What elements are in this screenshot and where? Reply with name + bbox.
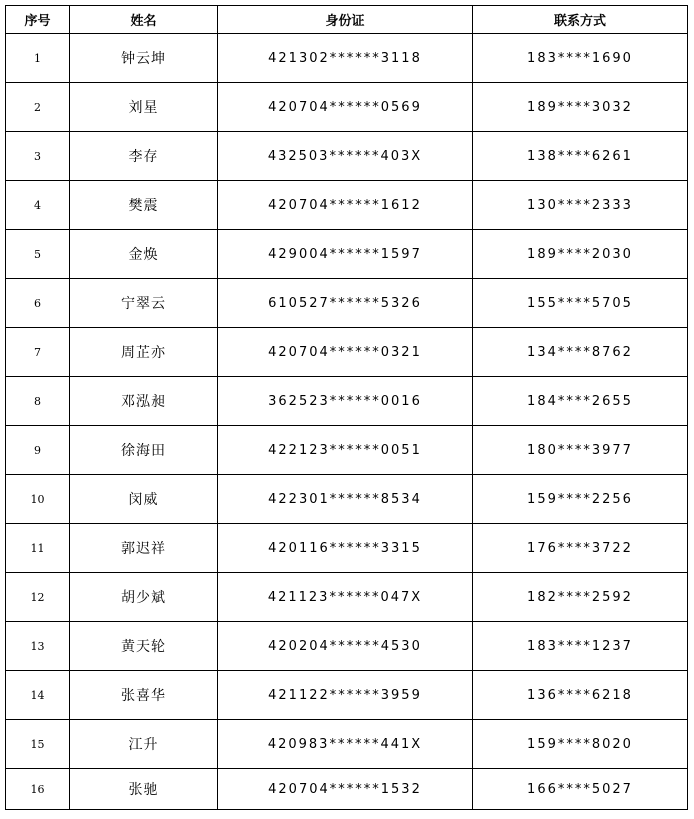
cell-id-card: 420204******4530 [218,622,473,671]
cell-contact: 159****8020 [473,720,688,769]
table-row [6,475,688,524]
cell-index: 1 [6,34,70,83]
table-row [6,83,688,132]
cell-name: 徐海田 [70,426,218,475]
cell-contact: 130****2333 [473,181,688,230]
cell-contact: 155****5705 [473,279,688,328]
cell-contact: 166****5027 [473,769,688,810]
cell-index: 2 [6,83,70,132]
cell-name: 张喜华 [70,671,218,720]
roster-table [5,5,688,810]
cell-index: 5 [6,230,70,279]
cell-contact: 189****3032 [473,83,688,132]
cell-contact: 183****1237 [473,622,688,671]
cell-name: 胡少斌 [70,573,218,622]
cell-id-card: 420116******3315 [218,524,473,573]
header-index: 序号 [6,6,70,34]
table-body [6,34,688,810]
cell-name: 金焕 [70,230,218,279]
cell-id-card: 362523******0016 [218,377,473,426]
table-row [6,230,688,279]
cell-id-card: 420704******0569 [218,83,473,132]
cell-id-card: 420704******0321 [218,328,473,377]
cell-contact: 183****1690 [473,34,688,83]
cell-index: 4 [6,181,70,230]
table-row [6,524,688,573]
cell-id-card: 421122******3959 [218,671,473,720]
cell-id-card: 420704******1532 [218,769,473,810]
cell-id-card: 422301******8534 [218,475,473,524]
cell-contact: 180****3977 [473,426,688,475]
cell-name: 黄天轮 [70,622,218,671]
cell-id-card: 420704******1612 [218,181,473,230]
table-row [6,328,688,377]
cell-index: 15 [6,720,70,769]
cell-contact: 134****8762 [473,328,688,377]
table-row [6,671,688,720]
header-name: 姓名 [70,6,218,34]
cell-name: 郭迟祥 [70,524,218,573]
cell-contact: 176****3722 [473,524,688,573]
cell-contact: 184****2655 [473,377,688,426]
cell-id-card: 422123******0051 [218,426,473,475]
header-id-card: 身份证 [218,6,473,34]
cell-contact: 182****2592 [473,573,688,622]
cell-index: 13 [6,622,70,671]
cell-name: 邓泓昶 [70,377,218,426]
cell-id-card: 432503******403X [218,132,473,181]
cell-name: 钟云坤 [70,34,218,83]
cell-name: 樊震 [70,181,218,230]
header-row [6,6,688,34]
cell-name: 宁翠云 [70,279,218,328]
table-row [6,426,688,475]
table-row [6,573,688,622]
table-row [6,720,688,769]
table-row [6,181,688,230]
cell-name: 周芷亦 [70,328,218,377]
cell-contact: 159****2256 [473,475,688,524]
cell-name: 李存 [70,132,218,181]
cell-contact: 136****6218 [473,671,688,720]
cell-id-card: 420983******441X [218,720,473,769]
cell-index: 14 [6,671,70,720]
cell-index: 10 [6,475,70,524]
cell-index: 6 [6,279,70,328]
table-row [6,132,688,181]
cell-name: 江升 [70,720,218,769]
table-row [6,34,688,83]
table-row [6,377,688,426]
cell-index: 8 [6,377,70,426]
cell-index: 7 [6,328,70,377]
cell-index: 3 [6,132,70,181]
cell-id-card: 421302******3118 [218,34,473,83]
cell-id-card: 610527******5326 [218,279,473,328]
cell-contact: 138****6261 [473,132,688,181]
header-contact: 联系方式 [473,6,688,34]
cell-name: 闵威 [70,475,218,524]
table-row [6,622,688,671]
cell-index: 16 [6,769,70,810]
cell-index: 11 [6,524,70,573]
cell-id-card: 421123******047X [218,573,473,622]
cell-id-card: 429004******1597 [218,230,473,279]
cell-index: 9 [6,426,70,475]
cell-contact: 189****2030 [473,230,688,279]
cell-index: 12 [6,573,70,622]
cell-name: 刘星 [70,83,218,132]
table-row [6,769,688,810]
cell-name: 张驰 [70,769,218,810]
table-row [6,279,688,328]
